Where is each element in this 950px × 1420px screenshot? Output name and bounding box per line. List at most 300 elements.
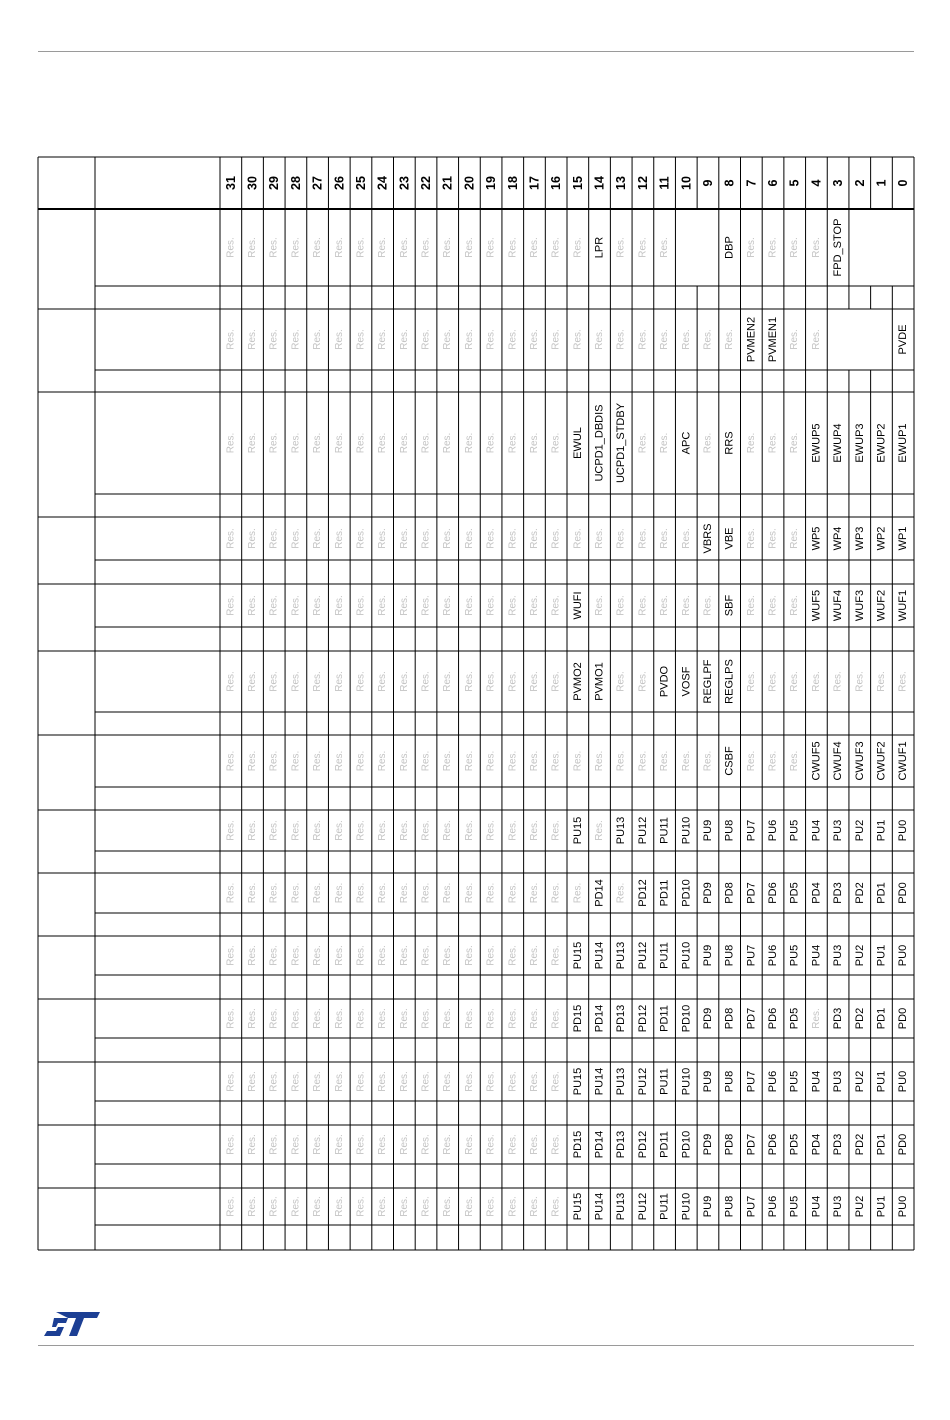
field-label: PD8 bbox=[723, 1133, 736, 1156]
field-label: PU7 bbox=[745, 1070, 758, 1093]
reserved-label: Res. bbox=[333, 750, 345, 772]
reserved-label: Res. bbox=[398, 528, 410, 549]
field-label: PU4 bbox=[810, 1195, 823, 1218]
reserved-label: Res. bbox=[398, 945, 410, 966]
field-label: PD5 bbox=[788, 882, 801, 904]
field-label: PD6 bbox=[767, 882, 780, 904]
reserved-label: Res. bbox=[290, 820, 302, 841]
reserved-label: Res. bbox=[442, 671, 454, 692]
field-label: VBE bbox=[723, 527, 736, 550]
reserved-label: Res. bbox=[377, 329, 389, 350]
reserved-label: Res. bbox=[615, 882, 627, 904]
field-label: PD9 bbox=[701, 882, 714, 904]
reserved-label: Res. bbox=[442, 1134, 454, 1155]
field-label: CSBF bbox=[723, 746, 736, 776]
reserved-label: Res. bbox=[550, 432, 562, 454]
reserved-label: Res. bbox=[442, 820, 454, 841]
field-label: PU2 bbox=[853, 944, 866, 967]
field-label: PVDO bbox=[658, 665, 671, 698]
reserved-label: Res. bbox=[312, 671, 324, 692]
reserved-label: Res. bbox=[398, 882, 410, 904]
bit-number-0: 0 bbox=[896, 179, 911, 187]
reserved-label: Res. bbox=[659, 237, 671, 258]
field-label: PU15 bbox=[571, 816, 584, 845]
reserved-label: Res. bbox=[789, 432, 801, 454]
reserved-label: Res. bbox=[355, 329, 367, 350]
reserved-label: Res. bbox=[485, 329, 497, 350]
field-label: PU12 bbox=[636, 1067, 649, 1096]
reserved-label: Res. bbox=[398, 671, 410, 692]
reserved-label: Res. bbox=[659, 432, 671, 454]
reserved-label: Res. bbox=[767, 237, 779, 258]
reserved-label: Res. bbox=[485, 595, 497, 616]
reserved-label: Res. bbox=[355, 945, 367, 966]
reserved-label: Res. bbox=[290, 671, 302, 692]
reserved-label: Res. bbox=[507, 432, 519, 454]
reserved-label: Res. bbox=[377, 671, 389, 692]
field-label: PU7 bbox=[745, 944, 758, 967]
reserved-label: Res. bbox=[528, 595, 540, 616]
reserved-label: Res. bbox=[594, 750, 606, 772]
field-label: PU5 bbox=[788, 819, 801, 842]
reserved-label: Res. bbox=[442, 1071, 454, 1092]
field-label: WP1 bbox=[897, 526, 910, 551]
reserved-label: Res. bbox=[290, 945, 302, 966]
reserved-label: Res. bbox=[312, 432, 324, 454]
field-label: EWUP3 bbox=[853, 423, 866, 463]
reserved-label: Res. bbox=[724, 329, 736, 350]
bit-number-26: 26 bbox=[332, 176, 347, 190]
reserved-label: Res. bbox=[333, 882, 345, 904]
field-label: UCPD1_STDBY bbox=[615, 402, 628, 484]
field-label: PU6 bbox=[767, 944, 780, 967]
reserved-label: Res. bbox=[225, 1134, 237, 1155]
reserved-label: Res. bbox=[312, 528, 324, 549]
reserved-label: Res. bbox=[528, 1071, 540, 1092]
reserved-label: Res. bbox=[485, 750, 497, 772]
reserved-label: Res. bbox=[398, 1134, 410, 1155]
reserved-label: Res. bbox=[810, 237, 822, 258]
field-label: WUF5 bbox=[810, 589, 823, 622]
bit-number-6: 6 bbox=[766, 179, 781, 187]
reserved-label: Res. bbox=[312, 820, 324, 841]
reserved-label: Res. bbox=[637, 671, 649, 692]
reserved-label: Res. bbox=[680, 528, 692, 549]
field-label: EWUL bbox=[571, 427, 584, 459]
reserved-label: Res. bbox=[312, 1071, 324, 1092]
field-label: FPD_STOP bbox=[832, 218, 845, 277]
bit-number-29: 29 bbox=[267, 176, 282, 190]
bit-number-5: 5 bbox=[787, 179, 802, 187]
field-label: PVMO1 bbox=[593, 662, 606, 701]
reserved-label: Res. bbox=[377, 1008, 389, 1029]
field-label: PU13 bbox=[615, 816, 628, 845]
reserved-label: Res. bbox=[377, 882, 389, 904]
field-label: PU11 bbox=[658, 1068, 671, 1095]
reserved-label: Res. bbox=[463, 329, 475, 350]
field-label: PD9 bbox=[701, 1133, 714, 1156]
field-label: WP5 bbox=[810, 526, 823, 551]
field-label: PD3 bbox=[832, 1007, 845, 1030]
reserved-label: Res. bbox=[420, 1008, 432, 1029]
reserved-label: Res. bbox=[550, 1008, 562, 1029]
reserved-label: Res. bbox=[485, 671, 497, 692]
field-label: PD12 bbox=[636, 1130, 649, 1159]
field-label: CWUF1 bbox=[897, 741, 910, 781]
reserved-label: Res. bbox=[398, 820, 410, 841]
reserved-label: Res. bbox=[355, 882, 367, 904]
bit-number-10: 10 bbox=[679, 176, 694, 190]
reserved-label: Res. bbox=[442, 1196, 454, 1217]
reserved-label: Res. bbox=[702, 750, 714, 772]
bit-number-11: 11 bbox=[657, 176, 672, 190]
reserved-label: Res. bbox=[463, 1008, 475, 1029]
reserved-label: Res. bbox=[442, 237, 454, 258]
reserved-label: Res. bbox=[398, 750, 410, 772]
bit-number-28: 28 bbox=[288, 176, 303, 190]
bit-number-14: 14 bbox=[592, 176, 607, 190]
reserved-label: Res. bbox=[355, 237, 367, 258]
reserved-label: Res. bbox=[225, 1071, 237, 1092]
field-label: PD5 bbox=[788, 1007, 801, 1030]
field-label: PU8 bbox=[723, 1070, 736, 1093]
reserved-label: Res. bbox=[767, 595, 779, 616]
reserved-label: Res. bbox=[507, 882, 519, 904]
field-label: PU0 bbox=[897, 1070, 910, 1093]
reserved-label: Res. bbox=[550, 237, 562, 258]
field-label: PD15 bbox=[571, 1130, 584, 1159]
reserved-label: Res. bbox=[550, 882, 562, 904]
field-label: PU7 bbox=[745, 819, 758, 842]
field-label: CWUF2 bbox=[875, 741, 888, 781]
bit-number-20: 20 bbox=[462, 176, 477, 190]
reserved-label: Res. bbox=[420, 945, 432, 966]
field-label: PU8 bbox=[723, 944, 736, 967]
reserved-label: Res. bbox=[615, 595, 627, 616]
reserved-label: Res. bbox=[659, 595, 671, 616]
reserved-label: Res. bbox=[333, 1134, 345, 1155]
field-label: PU10 bbox=[680, 941, 693, 970]
reserved-label: Res. bbox=[745, 432, 757, 454]
bit-number-19: 19 bbox=[484, 176, 499, 190]
reserved-label: Res. bbox=[659, 329, 671, 350]
reserved-label: Res. bbox=[485, 1008, 497, 1029]
field-label: PU13 bbox=[615, 941, 628, 970]
field-label: PD7 bbox=[745, 882, 758, 904]
reserved-label: Res. bbox=[789, 329, 801, 350]
reserved-label: Res. bbox=[463, 882, 475, 904]
bit-number-25: 25 bbox=[353, 176, 368, 190]
reserved-label: Res. bbox=[528, 528, 540, 549]
field-label: PD13 bbox=[615, 1130, 628, 1159]
reserved-label: Res. bbox=[528, 1134, 540, 1155]
reserved-label: Res. bbox=[355, 1196, 367, 1217]
reserved-label: Res. bbox=[528, 237, 540, 258]
reserved-label: Res. bbox=[290, 1008, 302, 1029]
reserved-label: Res. bbox=[463, 1071, 475, 1092]
field-label: PVMEN1 bbox=[767, 316, 780, 363]
reserved-label: Res. bbox=[572, 882, 584, 904]
reserved-label: Res. bbox=[377, 820, 389, 841]
reserved-label: Res. bbox=[463, 595, 475, 616]
reserved-label: Res. bbox=[225, 882, 237, 904]
reserved-label: Res. bbox=[290, 1071, 302, 1092]
reserved-label: Res. bbox=[745, 528, 757, 549]
field-label: PD6 bbox=[767, 1007, 780, 1030]
field-label: PD9 bbox=[701, 1007, 714, 1030]
reserved-label: Res. bbox=[767, 671, 779, 692]
reserved-label: Res. bbox=[420, 432, 432, 454]
reserved-label: Res. bbox=[659, 750, 671, 772]
bit-number-2: 2 bbox=[852, 179, 867, 187]
field-label: PU4 bbox=[810, 944, 823, 967]
field-label: WUF2 bbox=[875, 589, 888, 622]
bit-number-31: 31 bbox=[223, 176, 238, 190]
field-label: PU11 bbox=[658, 817, 671, 844]
reserved-label: Res. bbox=[810, 671, 822, 692]
reserved-label: Res. bbox=[377, 945, 389, 966]
bit-number-9: 9 bbox=[700, 179, 715, 187]
reserved-label: Res. bbox=[507, 1134, 519, 1155]
reserved-label: Res. bbox=[268, 595, 280, 616]
reserved-label: Res. bbox=[550, 595, 562, 616]
reserved-label: Res. bbox=[550, 820, 562, 841]
reserved-label: Res. bbox=[702, 595, 714, 616]
reserved-label: Res. bbox=[355, 1071, 367, 1092]
reserved-label: Res. bbox=[225, 671, 237, 692]
reserved-label: Res. bbox=[550, 1134, 562, 1155]
field-label: PD5 bbox=[788, 1133, 801, 1156]
bit-number-24: 24 bbox=[375, 176, 390, 190]
reserved-label: Res. bbox=[528, 1196, 540, 1217]
reserved-label: Res. bbox=[420, 671, 432, 692]
reserved-label: Res. bbox=[290, 237, 302, 258]
field-label: PD2 bbox=[853, 1007, 866, 1030]
reserved-label: Res. bbox=[832, 671, 844, 692]
reserved-label: Res. bbox=[680, 329, 692, 350]
reserved-label: Res. bbox=[312, 1134, 324, 1155]
field-label: PD2 bbox=[853, 882, 866, 904]
reserved-label: Res. bbox=[290, 432, 302, 454]
reserved-label: Res. bbox=[810, 1008, 822, 1029]
bit-number-12: 12 bbox=[635, 176, 650, 190]
reserved-label: Res. bbox=[550, 1196, 562, 1217]
field-label: PU5 bbox=[788, 1070, 801, 1093]
reserved-label: Res. bbox=[355, 1008, 367, 1029]
field-label: PD0 bbox=[897, 1133, 910, 1156]
reserved-label: Res. bbox=[594, 595, 606, 616]
reserved-label: Res. bbox=[463, 1196, 475, 1217]
reserved-label: Res. bbox=[507, 1008, 519, 1029]
reserved-label: Res. bbox=[615, 750, 627, 772]
reserved-label: Res. bbox=[312, 882, 324, 904]
field-label: PU11 bbox=[658, 942, 671, 969]
field-label: PD1 bbox=[875, 1007, 888, 1030]
reserved-label: Res. bbox=[268, 671, 280, 692]
reserved-label: Res. bbox=[528, 945, 540, 966]
reserved-label: Res. bbox=[463, 750, 475, 772]
field-label: WUF1 bbox=[897, 589, 910, 622]
reserved-label: Res. bbox=[268, 750, 280, 772]
reserved-label: Res. bbox=[528, 750, 540, 772]
reserved-label: Res. bbox=[572, 237, 584, 258]
field-label: PD12 bbox=[636, 879, 649, 907]
reserved-label: Res. bbox=[312, 945, 324, 966]
field-label: PU6 bbox=[767, 819, 780, 842]
reserved-label: Res. bbox=[507, 671, 519, 692]
reserved-label: Res. bbox=[485, 1134, 497, 1155]
field-label: PU12 bbox=[636, 1192, 649, 1221]
reserved-label: Res. bbox=[225, 945, 237, 966]
field-label: WP3 bbox=[853, 526, 866, 551]
reserved-label: Res. bbox=[572, 528, 584, 549]
reserved-label: Res. bbox=[247, 820, 259, 841]
reserved-label: Res. bbox=[507, 820, 519, 841]
field-label: PU0 bbox=[897, 1195, 910, 1218]
reserved-label: Res. bbox=[247, 1008, 259, 1029]
reserved-label: Res. bbox=[680, 595, 692, 616]
field-label: PU6 bbox=[767, 1195, 780, 1218]
reserved-label: Res. bbox=[420, 595, 432, 616]
reserved-label: Res. bbox=[463, 528, 475, 549]
field-label: PU10 bbox=[680, 1067, 693, 1096]
reserved-label: Res. bbox=[507, 945, 519, 966]
reserved-label: Res. bbox=[247, 595, 259, 616]
reserved-label: Res. bbox=[442, 882, 454, 904]
reserved-label: Res. bbox=[507, 237, 519, 258]
field-label: PU13 bbox=[615, 1067, 628, 1096]
reserved-label: Res. bbox=[290, 882, 302, 904]
reserved-label: Res. bbox=[225, 432, 237, 454]
field-label: PU0 bbox=[897, 819, 910, 842]
reserved-label: Res. bbox=[897, 671, 909, 692]
reserved-label: Res. bbox=[377, 1134, 389, 1155]
field-label: PU9 bbox=[701, 1070, 714, 1093]
field-label: PD8 bbox=[723, 882, 736, 904]
bit-number-15: 15 bbox=[570, 176, 585, 190]
field-label: PU15 bbox=[571, 1067, 584, 1096]
bit-number-27: 27 bbox=[310, 176, 325, 190]
reserved-label: Res. bbox=[594, 528, 606, 549]
reserved-label: Res. bbox=[420, 1071, 432, 1092]
field-label: EWUP5 bbox=[810, 423, 823, 463]
field-label: PVDE bbox=[897, 324, 910, 355]
reserved-label: Res. bbox=[745, 671, 757, 692]
field-label: PU9 bbox=[701, 819, 714, 842]
reserved-label: Res. bbox=[247, 1196, 259, 1217]
bit-number-21: 21 bbox=[440, 176, 455, 190]
reserved-label: Res. bbox=[247, 237, 259, 258]
reserved-label: Res. bbox=[637, 750, 649, 772]
field-label: WP4 bbox=[832, 526, 845, 551]
reserved-label: Res. bbox=[377, 237, 389, 258]
reserved-label: Res. bbox=[377, 432, 389, 454]
reserved-label: Res. bbox=[420, 1134, 432, 1155]
field-label: EWUP1 bbox=[897, 423, 910, 463]
reserved-label: Res. bbox=[420, 237, 432, 258]
reserved-label: Res. bbox=[810, 329, 822, 350]
field-label: PU1 bbox=[875, 1070, 888, 1093]
reserved-label: Res. bbox=[485, 1071, 497, 1092]
reserved-label: Res. bbox=[225, 750, 237, 772]
reserved-label: Res. bbox=[225, 329, 237, 350]
reserved-label: Res. bbox=[528, 432, 540, 454]
reserved-label: Res. bbox=[333, 528, 345, 549]
field-label: PD8 bbox=[723, 1007, 736, 1030]
field-label: APC bbox=[680, 431, 693, 455]
reserved-label: Res. bbox=[485, 432, 497, 454]
reserved-label: Res. bbox=[550, 528, 562, 549]
reserved-label: Res. bbox=[333, 945, 345, 966]
reserved-label: Res. bbox=[333, 1008, 345, 1029]
field-label: VOSF bbox=[680, 666, 693, 697]
reserved-label: Res. bbox=[550, 329, 562, 350]
reserved-label: Res. bbox=[247, 528, 259, 549]
reserved-label: Res. bbox=[312, 750, 324, 772]
reserved-label: Res. bbox=[528, 882, 540, 904]
reserved-label: Res. bbox=[247, 432, 259, 454]
reserved-label: Res. bbox=[268, 945, 280, 966]
field-label: PU14 bbox=[593, 1192, 606, 1221]
field-label: PU12 bbox=[636, 816, 649, 845]
reserved-label: Res. bbox=[268, 820, 280, 841]
bit-number-23: 23 bbox=[397, 176, 412, 190]
reserved-label: Res. bbox=[745, 595, 757, 616]
field-label: UCPD1_DBDIS bbox=[593, 404, 606, 482]
reserved-label: Res. bbox=[680, 750, 692, 772]
reserved-label: Res. bbox=[268, 329, 280, 350]
field-label: PD14 bbox=[593, 1130, 606, 1159]
reserved-label: Res. bbox=[507, 1196, 519, 1217]
field-label: EWUP4 bbox=[832, 423, 845, 463]
reserved-label: Res. bbox=[442, 329, 454, 350]
reserved-label: Res. bbox=[550, 945, 562, 966]
bit-number-3: 3 bbox=[831, 179, 846, 187]
bit-number-17: 17 bbox=[527, 176, 542, 190]
field-label: PU9 bbox=[701, 1195, 714, 1218]
reserved-label: Res. bbox=[767, 432, 779, 454]
reserved-label: Res. bbox=[463, 237, 475, 258]
reserved-label: Res. bbox=[247, 329, 259, 350]
field-label: PU2 bbox=[853, 1070, 866, 1093]
field-label: PU1 bbox=[875, 944, 888, 967]
reserved-label: Res. bbox=[268, 1134, 280, 1155]
reserved-label: Res. bbox=[442, 595, 454, 616]
reserved-label: Res. bbox=[442, 945, 454, 966]
reserved-label: Res. bbox=[268, 528, 280, 549]
reserved-label: Res. bbox=[789, 595, 801, 616]
reserved-label: Res. bbox=[767, 750, 779, 772]
bit-number-30: 30 bbox=[245, 176, 260, 190]
reserved-label: Res. bbox=[333, 671, 345, 692]
reserved-label: Res. bbox=[333, 1071, 345, 1092]
field-label: PU8 bbox=[723, 1195, 736, 1218]
reserved-label: Res. bbox=[875, 671, 887, 692]
field-label: PU13 bbox=[615, 1192, 628, 1221]
reserved-label: Res. bbox=[333, 820, 345, 841]
field-label: PD1 bbox=[875, 1133, 888, 1156]
field-label: PU15 bbox=[571, 1192, 584, 1221]
reserved-label: Res. bbox=[377, 595, 389, 616]
reserved-label: Res. bbox=[225, 1196, 237, 1217]
field-label: PU7 bbox=[745, 1195, 758, 1218]
reserved-label: Res. bbox=[355, 432, 367, 454]
st-logo-icon bbox=[44, 1310, 102, 1338]
field-label: PU1 bbox=[875, 819, 888, 842]
reserved-label: Res. bbox=[550, 671, 562, 692]
reserved-label: Res. bbox=[485, 820, 497, 841]
reserved-label: Res. bbox=[485, 528, 497, 549]
